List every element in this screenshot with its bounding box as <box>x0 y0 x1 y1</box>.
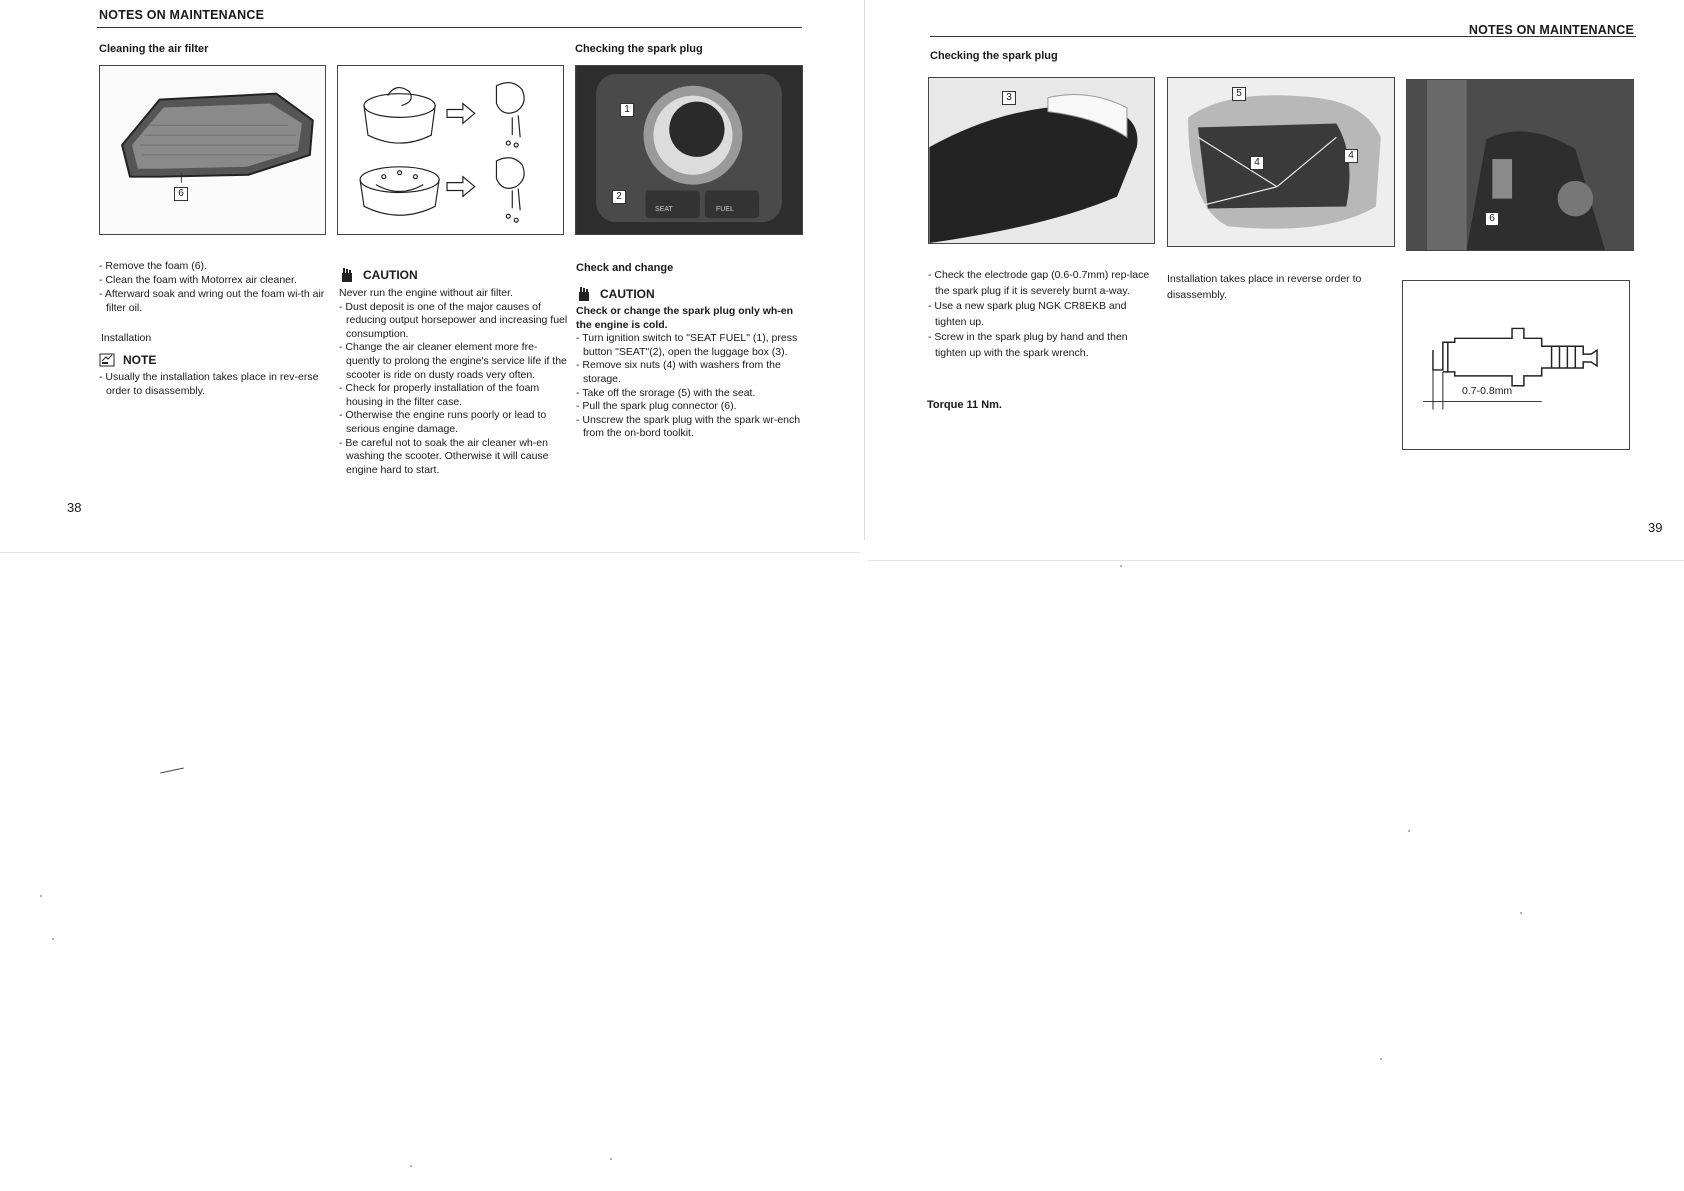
caution-label-1: CAUTION <box>363 268 418 282</box>
storage-photo <box>1167 77 1395 247</box>
spark-plug-step: - Pull the spark plug connector (6). <box>576 400 737 413</box>
caution-1-item: - Be careful not to soak the air cleaner wh-en washing the scooter. Otherwise it will cause engine hard to start. <box>339 436 549 476</box>
spark-plug-gap-diagram <box>1402 280 1630 450</box>
caution-1-body <box>339 287 571 477</box>
seat-callout-3: 3 <box>1002 91 1016 105</box>
ignition-callout-2: 2 <box>612 190 626 204</box>
air-filter-title: Cleaning the air filter <box>99 43 209 55</box>
spark-plug-caution-body <box>576 305 808 441</box>
air-filter-steps <box>99 259 329 315</box>
air-filter-callout-6: 6 <box>174 187 188 201</box>
scan-speck <box>1408 830 1410 832</box>
note-icon <box>99 352 115 368</box>
ignition-panel-photo <box>575 65 803 235</box>
page-number-right: 39 <box>1648 520 1663 535</box>
scan-speck <box>1520 912 1522 914</box>
caution-1-intro: Never run the engine without air filter. <box>339 287 513 299</box>
installation-text: Installation takes place in reverse order to disassembly. <box>1167 273 1362 301</box>
storage-callout-5: 5 <box>1232 87 1246 101</box>
note-label: NOTE <box>123 353 157 367</box>
caution-1-item: - Dust deposit is one of the major causes of reducing output horsepower and increasing fuel consumption. <box>339 300 568 340</box>
scan-speck <box>40 895 42 897</box>
scan-speck <box>410 1165 412 1167</box>
bottom-edge-right <box>868 560 1684 561</box>
spark-plug-step: - Remove six nuts (4) with washers from the storage. <box>576 359 781 385</box>
scan-speck <box>1380 1058 1382 1060</box>
air-filter-step: - Remove the foam (6). <box>99 260 207 272</box>
installation-label: Installation <box>101 332 152 344</box>
scan-mark <box>160 768 184 774</box>
caution-label-2: CAUTION <box>600 287 655 301</box>
scan-speck <box>52 938 54 940</box>
torque-text: Torque 11 Nm. <box>927 399 1002 411</box>
note-heading <box>99 352 156 368</box>
air-filter-figure <box>99 65 326 235</box>
spark-plug-title-right: Checking the spark plug <box>930 50 1058 62</box>
spark-plug-step: - Take off the srorage (5) with the seat. <box>576 386 756 399</box>
spark-plug-title-left: Checking the spark plug <box>575 43 703 55</box>
caution-1-item: - Otherwise the engine runs poorly or lead to serious engine damage. <box>339 409 547 435</box>
seat-button-label: SEAT <box>655 206 673 213</box>
seat-photo <box>928 77 1155 244</box>
air-filter-step: - Clean the foam with Motorrex air cleaner. <box>99 274 297 286</box>
left-header-rule <box>97 27 802 28</box>
spark-plug-caution-bold: Check or change the spark plug only wh-en the engine is cold. <box>576 305 794 331</box>
spark-plug-step: - Unscrew the spark plug with the spark wr-ench from the on-bord toolkit. <box>576 413 801 440</box>
plug-connector-photo <box>1406 79 1634 251</box>
right-page-header: NOTES ON MAINTENANCE <box>1468 23 1634 37</box>
scan-speck <box>610 1158 612 1160</box>
storage-callout-4a: 4 <box>1250 156 1264 170</box>
electrode-steps <box>928 268 1158 362</box>
caution-heading-1 <box>339 267 418 283</box>
note-text <box>99 370 329 398</box>
caution-hand-icon <box>339 267 355 283</box>
bottom-edge-left <box>0 552 860 553</box>
connector-callout-6: 6 <box>1485 212 1499 226</box>
scan-speck <box>1120 565 1122 567</box>
electrode-step: - Use a new spark plug NGK CR8EKB and tighten up. <box>928 300 1127 328</box>
page-number-left: 38 <box>67 500 82 515</box>
check-change-heading: Check and change <box>576 262 674 274</box>
gap-label: 0.7-0.8mm <box>1462 385 1513 397</box>
page-fold <box>864 0 865 540</box>
caution-heading-2 <box>576 286 655 302</box>
caution-hand-icon <box>576 286 592 302</box>
foam-washing-diagram <box>337 65 564 235</box>
electrode-step: - Screw in the spark plug by hand and then tighten up with the spark wrench. <box>928 331 1128 359</box>
note-text-line: - Usually the installation takes place in rev-erse order to disassembly. <box>99 371 319 397</box>
caution-1-item: - Change the air cleaner element more fre-quently to prolong the engine's service life if the scooter is ride on dusty roads very often. <box>339 341 567 381</box>
storage-callout-4b: 4 <box>1344 149 1358 163</box>
caution-1-item: - Check for properly installation of the foam housing in the filter case. <box>339 382 540 408</box>
electrode-step: - Check the electrode gap (0.6-0.7mm) rep-lace the spark plug if it is severely burnt a-way. <box>928 269 1150 297</box>
left-page-header: NOTES ON MAINTENANCE <box>99 8 265 22</box>
ignition-callout-1: 1 <box>620 103 634 117</box>
spark-plug-step: - Turn ignition switch to "SEAT FUEL" (1), press button "SEAT"(2), open the luggage box (3). <box>576 332 798 358</box>
fuel-button-label: FUEL <box>716 206 734 213</box>
air-filter-step: - Afterward soak and wring out the foam wi-th air filter oil. <box>99 288 325 314</box>
